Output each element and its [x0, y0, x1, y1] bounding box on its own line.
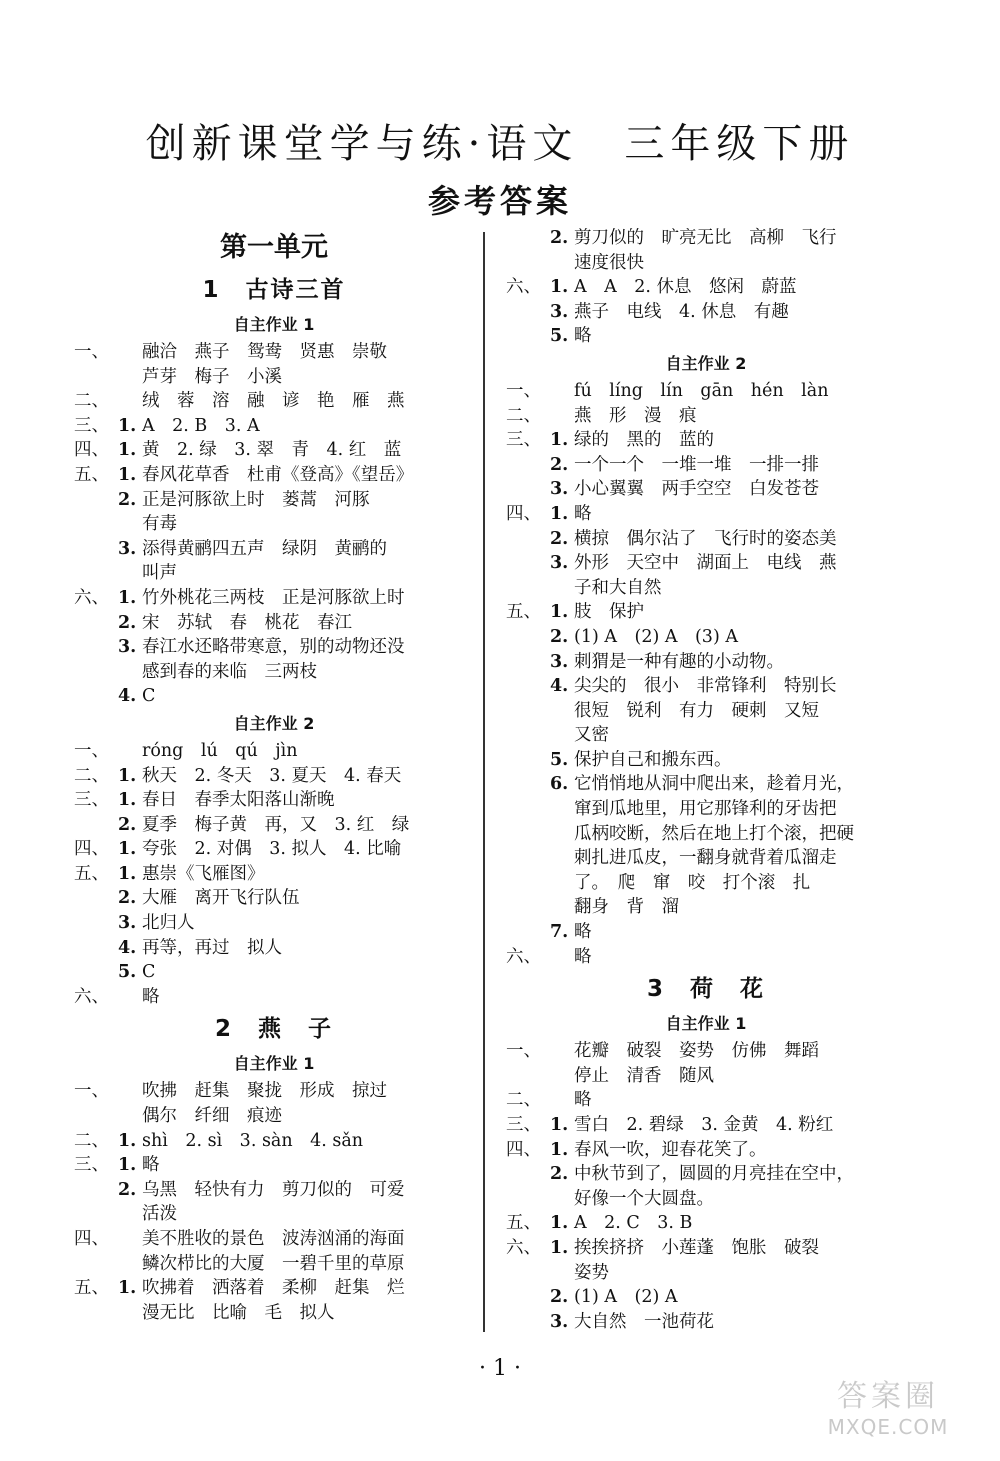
question-marker: 六、 [74, 986, 109, 1007]
watermark-logo [788, 1371, 988, 1451]
answer-line [74, 1252, 474, 1277]
answer-text: 竹外桃花三两枝 正是河豚欲上时 [142, 587, 405, 608]
answer-line [506, 551, 906, 576]
answer-text: 大自然 一池荷花 [574, 1311, 714, 1332]
question-marker: 六、 [506, 946, 541, 967]
answer-line [506, 699, 906, 724]
answer-text: 尖尖的 很小 非常锋利 特别长 [574, 676, 837, 697]
answer-text: 略 [574, 946, 592, 967]
answer-line [74, 635, 474, 660]
homework-heading: 自主作业 1 [665, 1014, 747, 1034]
answer-line [506, 1187, 906, 1212]
answer-text: 刺猬是一种有趣的小动物。 [574, 651, 784, 672]
sub-question-number: 3. [118, 913, 137, 934]
answer-line [74, 389, 474, 414]
answer-line [74, 813, 474, 838]
sub-question-number: 6. [550, 774, 569, 795]
answer-text: 横掠 偶尔沾了 飞行时的姿态美 [574, 528, 837, 549]
answer-line [506, 324, 906, 349]
answer-line [506, 275, 906, 300]
answer-text: 惠崇《飞雁图》 [142, 863, 265, 884]
answer-text: 好像一个大圆盘。 [574, 1188, 714, 1209]
sub-question-number: 2. [550, 454, 569, 475]
answer-line [74, 414, 474, 439]
answer-line [74, 1301, 474, 1326]
sub-question-number: 2. [118, 612, 137, 633]
answer-text: 吹拂着 洒落着 柔柳 赶集 烂 [142, 1278, 405, 1299]
answer-line [506, 1113, 906, 1138]
answer-line [74, 463, 474, 488]
answer-text: shì 2. sì 3. sàn 4. sǎn [142, 1130, 364, 1151]
answer-line [506, 895, 906, 920]
answer-text: 略 [574, 503, 592, 524]
question-marker: 二、 [506, 405, 541, 426]
sub-question-number: 1. [550, 1213, 569, 1234]
answer-line [506, 650, 906, 675]
answer-text: 再等，再过 拟人 [142, 937, 282, 958]
sub-question-number: 1. [550, 430, 569, 451]
page-number: · 1 · [479, 1356, 521, 1381]
answer-line [506, 1285, 906, 1310]
answer-text: 很短 锐利 有力 硬刺 又短 [574, 700, 819, 721]
answer-line [74, 886, 474, 911]
sub-question-number: 1. [118, 587, 137, 608]
answer-text: 秋天 2. 冬天 3. 夏天 4. 春天 [142, 765, 402, 786]
answer-text: 有毒 [142, 514, 177, 535]
answer-text: 速度很快 [574, 252, 644, 273]
answer-line [74, 1276, 474, 1301]
answer-line [506, 625, 906, 650]
answer-text: 北归人 [142, 913, 195, 934]
question-marker: 三、 [74, 415, 109, 436]
answer-line [74, 1153, 474, 1178]
sub-question-number: 3. [550, 553, 569, 574]
sub-question-number: 3. [118, 637, 137, 658]
answer-line [74, 739, 474, 764]
lesson-heading: 1 古诗三首 [202, 277, 346, 303]
sub-question-number: 1. [118, 765, 137, 786]
watermark-text-bottom: MXQE.COM [827, 1415, 949, 1439]
answer-text: A 2. C 3. B [574, 1213, 693, 1234]
answer-text: 中秋节到了，圆圆的月亮挂在空中， [574, 1164, 854, 1185]
answer-text: 夏季 梅子黄 再，又 3. 红 绿 [142, 814, 410, 835]
answer-line [74, 1227, 474, 1252]
answer-line [74, 488, 474, 513]
question-marker: 一、 [506, 1041, 541, 1062]
answer-text: 鳞次栉比的大厦 一碧千里的草原 [142, 1253, 405, 1274]
answer-text: 略 [574, 1090, 592, 1111]
answer-line [506, 1261, 906, 1286]
answer-text: 活泼 [142, 1204, 177, 1225]
answer-line [506, 251, 906, 276]
answer-text: 春风一吹，迎春花笑了。 [574, 1139, 767, 1160]
answer-line [506, 1162, 906, 1187]
question-marker: 四、 [74, 440, 109, 461]
question-marker: 三、 [506, 430, 541, 451]
answer-text: C [142, 686, 156, 707]
right-column [506, 226, 906, 1334]
question-marker: 五、 [74, 464, 109, 485]
answer-line [506, 576, 906, 601]
answer-text: 燕 形 漫 痕 [574, 405, 697, 426]
answer-text: 正是河豚欲上时 蒌蒿 河豚 [142, 489, 370, 510]
answer-line [506, 920, 906, 945]
answer-line [506, 1039, 906, 1064]
answer-text: 添得黄鹂四五声 绿阴 黄鹂的 [142, 538, 387, 559]
question-marker: 五、 [74, 863, 109, 884]
answer-text: 了。 爬 窜 咬 打个滚 扎 [574, 872, 811, 893]
sub-question-number: 3. [118, 538, 137, 559]
answer-line [74, 365, 474, 390]
answer-text: 略 [142, 1155, 160, 1176]
sub-question-number: 2. [550, 528, 569, 549]
sub-question-number: 1. [118, 839, 137, 860]
answer-text: 芦芽 梅子 小溪 [142, 366, 282, 387]
sub-question-number: 1. [118, 863, 137, 884]
answer-text: 大雁 离开飞行队伍 [142, 888, 300, 909]
answer-text: 保护自己和搬东西。 [574, 749, 732, 770]
answer-line [506, 797, 906, 822]
answer-text: 春日 春季太阳落山渐晚 [142, 790, 335, 811]
answer-line [506, 1064, 906, 1089]
question-marker: 一、 [74, 342, 109, 362]
sub-question-number: 2. [118, 1179, 137, 1200]
answer-line [506, 527, 906, 552]
sub-question-number: 4. [550, 676, 569, 697]
answer-line [506, 772, 906, 797]
answer-text: 挨挨挤挤 小莲蓬 饱胀 破裂 [574, 1237, 819, 1258]
answer-text: A 2. B 3. A [142, 415, 260, 436]
answer-text: 叫声 [142, 563, 177, 584]
answer-line [506, 723, 906, 748]
answer-text: fú líng lín gān hén làn [574, 380, 829, 401]
answer-line [74, 1202, 474, 1227]
sub-question-number: 5. [550, 326, 569, 347]
answer-text: A A 2. 休息 悠闲 蔚蓝 [574, 277, 797, 298]
sub-question-number: 1. [118, 790, 137, 811]
sub-question-number: 1. [550, 602, 569, 623]
homework-heading: 自主作业 1 [233, 315, 315, 334]
answer-line [74, 1104, 474, 1129]
question-marker: 三、 [74, 1155, 109, 1176]
answer-line [74, 788, 474, 813]
question-marker: 六、 [74, 587, 109, 608]
question-marker: 四、 [506, 1139, 541, 1160]
question-marker: 一、 [506, 380, 541, 401]
answer-text: 雪白 2. 碧绿 3. 金黄 4. 粉红 [574, 1115, 834, 1135]
answer-text: 瓜柄咬断，然后在地上打个滚，把硬 [574, 823, 854, 844]
answer-text: 花瓣 破裂 姿势 仿佛 舞蹈 [574, 1041, 819, 1062]
answer-line [74, 512, 474, 537]
sub-question-number: 3. [550, 1311, 569, 1332]
answer-text: 一个一个 一堆一堆 一排一排 [574, 454, 819, 475]
sub-question-number: 1. [550, 1139, 569, 1160]
answer-line [74, 837, 474, 862]
answer-key-heading: 参考答案 [427, 182, 572, 220]
answer-text: 融洽 燕子 鸳鸯 贤惠 崇敬 [142, 342, 387, 362]
question-marker: 四、 [74, 1229, 109, 1249]
answer-text: 漫无比 比喻 毛 拟人 [142, 1302, 335, 1323]
answer-text: 春风花草香 杜甫《登高》《望岳》 [142, 464, 414, 485]
answer-line [506, 300, 906, 325]
question-marker: 一、 [74, 1081, 109, 1102]
sub-question-number: 2. [550, 1287, 569, 1308]
answer-line [506, 1236, 906, 1261]
page-title: 创新课堂学与练·语文 三年级下册 [145, 121, 855, 167]
answer-text: 燕子 电线 4. 休息 有趣 [574, 301, 789, 322]
answer-line [506, 1310, 906, 1335]
answer-text: 略 [574, 922, 592, 943]
answer-line [506, 379, 906, 404]
answer-line [506, 871, 906, 896]
question-marker: 二、 [506, 1090, 541, 1111]
sub-question-number: 5. [118, 962, 137, 983]
sub-question-number: 2. [550, 1164, 569, 1185]
answer-line [506, 1138, 906, 1163]
answer-text: (1) A (2) A (3) A [574, 626, 738, 647]
sub-question-number: 1. [118, 1155, 137, 1176]
sub-question-number: 2. [118, 489, 137, 510]
answer-line [506, 477, 906, 502]
answer-text: (1) A (2) A [574, 1287, 678, 1308]
answer-line [74, 985, 474, 1010]
answer-line [506, 846, 906, 871]
question-marker: 三、 [74, 790, 109, 811]
answer-line [74, 340, 474, 365]
question-marker: 五、 [506, 602, 541, 623]
question-marker: 二、 [74, 1130, 109, 1151]
answer-text: C [142, 962, 156, 983]
answer-text: 黄 2. 绿 3. 翠 青 4. 红 蓝 [142, 440, 402, 461]
answer-text: 停止 清香 随风 [574, 1065, 714, 1086]
sub-question-number: 1. [118, 464, 137, 485]
answer-line [74, 960, 474, 985]
answer-line [74, 1129, 474, 1154]
answer-text: 偶尔 纤细 痕迹 [142, 1106, 282, 1127]
answer-line [74, 1178, 474, 1203]
answer-text: 绒 蓉 溶 融 谚 艳 雁 燕 [142, 391, 405, 412]
question-marker: 二、 [74, 765, 109, 786]
answer-text: 肢 保护 [574, 602, 644, 623]
answer-line [506, 453, 906, 478]
answer-line [74, 1079, 474, 1104]
sub-question-number: 1. [118, 440, 137, 461]
answer-text: 宋 苏轼 春 桃花 春江 [142, 612, 352, 633]
answer-line [74, 660, 474, 685]
watermark-text-top: 答案圈 [837, 1379, 939, 1414]
answer-text: 它悄悄地从洞中爬出来，趁着月光， [574, 774, 854, 795]
answer-line [74, 911, 474, 936]
answer-line [506, 748, 906, 773]
answer-line [506, 674, 906, 699]
sub-question-number: 1. [550, 1237, 569, 1258]
sub-question-number: 3. [550, 301, 569, 322]
answer-text: 又密 [574, 725, 609, 746]
answer-text: 子和大自然 [574, 577, 662, 598]
answer-line [74, 438, 474, 463]
question-marker: 一、 [74, 740, 109, 761]
answer-text: 略 [142, 986, 160, 1007]
lesson-heading: 3 荷 花 [646, 976, 765, 1003]
sub-question-number: 1. [550, 503, 569, 524]
answer-text: 春江水还略带寒意，别的动物还没 [142, 637, 405, 658]
answer-line [74, 611, 474, 636]
sub-question-number: 1. [550, 277, 569, 298]
answer-line [74, 936, 474, 961]
question-marker: 二、 [74, 391, 109, 412]
answer-line [74, 764, 474, 789]
question-marker: 四、 [506, 503, 541, 524]
question-marker: 四、 [74, 839, 109, 860]
sub-question-number: 1. [118, 1130, 137, 1151]
sub-question-number: 5. [550, 749, 569, 770]
left-column [74, 226, 474, 1325]
answer-line [74, 684, 474, 709]
answer-line [74, 862, 474, 887]
answer-text: 姿势 [574, 1262, 609, 1283]
sub-question-number: 1. [118, 1278, 137, 1299]
answer-text: 乌黑 轻快有力 剪刀似的 可爱 [142, 1179, 405, 1200]
question-marker: 五、 [506, 1213, 541, 1234]
sub-question-number: 3. [550, 651, 569, 672]
answer-line [506, 1088, 906, 1113]
homework-heading: 自主作业 2 [233, 713, 315, 733]
answer-text: 翻身 背 溜 [574, 897, 679, 918]
sub-question-number: 2. [550, 228, 569, 248]
sub-question-number: 1. [118, 415, 137, 436]
answer-line [506, 945, 906, 970]
sub-question-number: 4. [118, 686, 137, 707]
answer-text: 吹拂 赶集 聚拢 形成 掠过 [142, 1081, 387, 1102]
sub-question-number: 7. [550, 922, 569, 943]
answer-line [74, 537, 474, 562]
answer-line [506, 600, 906, 625]
homework-heading: 自主作业 2 [665, 353, 747, 373]
answer-line [506, 226, 906, 251]
answer-text: 小心翼翼 两手空空 白发苍苍 [574, 479, 819, 500]
answer-line [506, 1211, 906, 1236]
answer-text: 刺扎进瓜皮，一翻身就背着瓜溜走 [574, 848, 837, 869]
sub-question-number: 2. [118, 814, 137, 835]
question-marker: 六、 [506, 1237, 541, 1258]
answer-text: 略 [574, 326, 592, 347]
unit-heading: 第一单元 [220, 232, 328, 263]
answer-text: 夸张 2. 对偶 3. 拟人 4. 比喻 [142, 839, 402, 860]
answer-text: 感到春的来临 三两枝 [142, 661, 317, 682]
column-divider [483, 232, 485, 1332]
question-marker: 五、 [74, 1278, 109, 1299]
sub-question-number: 3. [550, 479, 569, 500]
sub-question-number: 2. [550, 626, 569, 647]
answer-line [506, 502, 906, 527]
answer-line [74, 586, 474, 611]
answer-text: 剪刀似的 旷亮无比 高柳 飞行 [574, 228, 837, 248]
answer-line [506, 822, 906, 847]
sub-question-number: 4. [118, 937, 137, 958]
answer-text: 外形 天空中 湖面上 电线 燕 [574, 553, 837, 574]
question-marker: 六、 [506, 277, 541, 298]
answer-text: róng lú qú jìn [142, 740, 298, 761]
answer-line [506, 428, 906, 453]
homework-heading: 自主作业 1 [233, 1054, 315, 1074]
answer-text: 美不胜收的景色 波涛汹涌的海面 [142, 1229, 405, 1249]
sub-question-number: 2. [118, 888, 137, 909]
answer-line [506, 404, 906, 429]
sub-question-number: 1. [550, 1115, 569, 1135]
answer-text: 绿的 黑的 蓝的 [574, 430, 714, 451]
question-marker: 三、 [506, 1115, 541, 1135]
lesson-heading: 2 燕 子 [214, 1016, 333, 1043]
answer-line [74, 561, 474, 586]
answer-text: 窜到瓜地里，用它那锋利的牙齿把 [574, 799, 837, 820]
